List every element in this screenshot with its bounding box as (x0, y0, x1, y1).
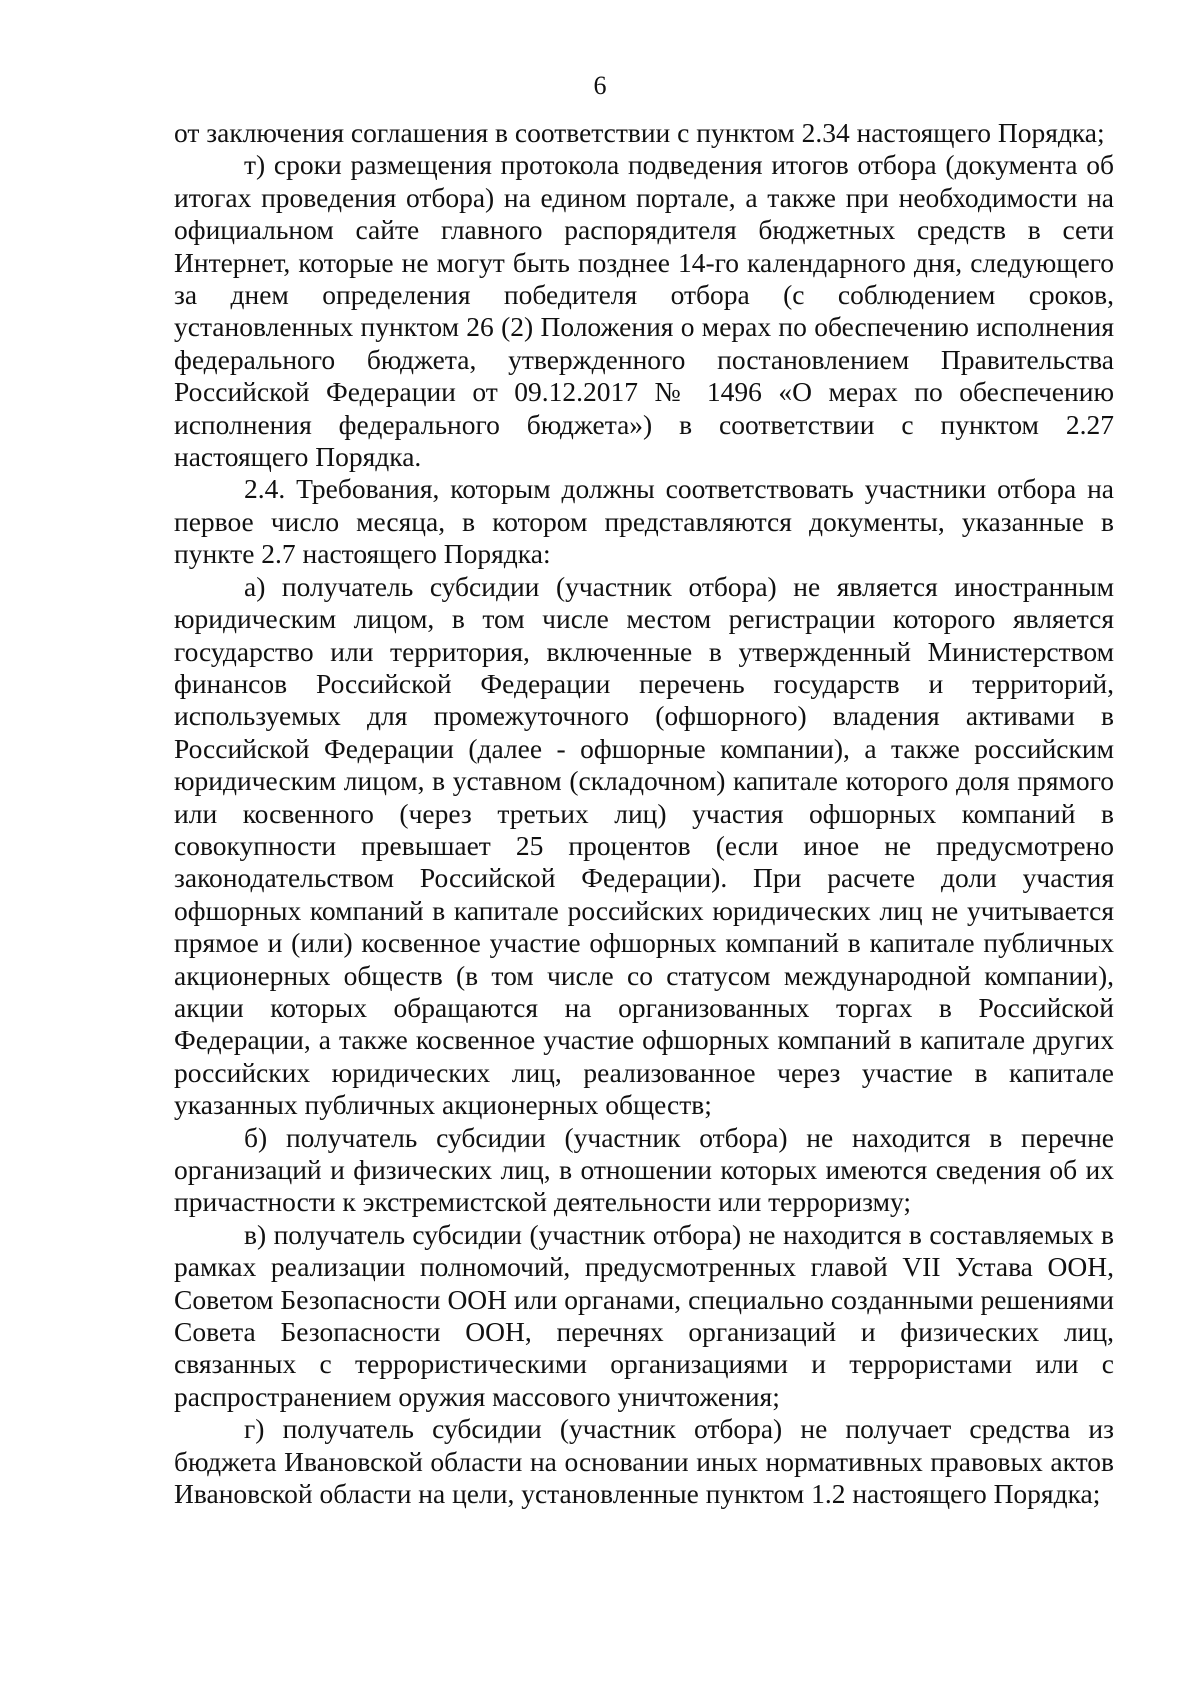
paragraph-clause-2-4: 2.4. Требования, которым должны соответствовать участники отбора на первое число месяца, в котором представляются документы, указанные в пункте 2.7 настоящего Порядка: (174, 473, 1114, 570)
paragraph-item-a: а) получатель субсидии (участник отбора) не является иностранным юридическим лицом, в том числе местом регистрации которого является государство или территория, включенные в утвержденный Министерством финансов Российской Федерации перечень государств и территорий, используемых для промежуточного (офшорного) владения активами в Российской Федерации (далее - офшорные компании), а также российским юридическим лицом, в уставном (складочном) капитале которого доля прямого или косвенного (через третьих лиц) участия офшорных компаний в совокупности превышает 25 процентов (если иное не предусмотрено законодательством Российской Федерации). При расчете доли участия офшорных компаний в капитале российских юридических лиц не учитывается прямое и (или) косвенное участие офшорных компаний в капитале публичных акционерных обществ (в том числе со статусом международной компании), акции которых обращаются на организованных торгах в Российской Федерации, а также косвенное участие офшорных компаний в капитале других российских юридических лиц, реализованное через участие в капитале указанных публичных акционерных обществ; (174, 570, 1114, 1121)
paragraph-item-v: в) получатель субсидии (участник отбора) не находится в составляемых в рамках реализации полномочий, предусмотренных главой VII Устава ООН, Советом Безопасности ООН или органами, специально созданными решениями Совета Безопасности ООН, перечнях организаций и физических лиц, связанных с террористическими организациями и террористами или с распространением оружия массового уничтожения; (174, 1218, 1114, 1412)
paragraph-item-g: г) получатель субсидии (участник отбора) не получает средства из бюджета Ивановской области на основании иных нормативных правовых актов Ивановской области на цели, установленные пунктом 1.2 настоящего Порядка; (174, 1413, 1114, 1510)
page-number: 6 (593, 71, 607, 100)
paragraph-item-b: б) получатель субсидии (участник отбора) не находится в перечне организаций и физических лиц, в отношении которых имеются сведения об их причастности к экстремистской деятельности или терроризму; (174, 1121, 1114, 1218)
paragraph-item-t: т) сроки размещения протокола подведения итогов отбора (документа об итогах проведения отбора) на едином портале, а также при необходимости на официальном сайте главного распорядителя бюджетных средств в сети Интернет, которые не могут быть позднее 14-го календарного дня, следующего за днем определения победителя отбора (с соблюдением сроков, установленных пунктом 26 (2) Положения о мерах по обеспечению исполнения федерального бюджета, утвержденного постановлением Правительства Российской Федерации от 09.12.2017 № 1496 «О мерах по обеспечению исполнения федерального бюджета») в соответствии с пунктом 2.27 настоящего Порядка. (174, 149, 1114, 473)
document-body (174, 117, 1114, 1510)
paragraph-continuation: от заключения соглашения в соответствии с пунктом 2.34 настоящего Порядка; (174, 117, 1105, 148)
